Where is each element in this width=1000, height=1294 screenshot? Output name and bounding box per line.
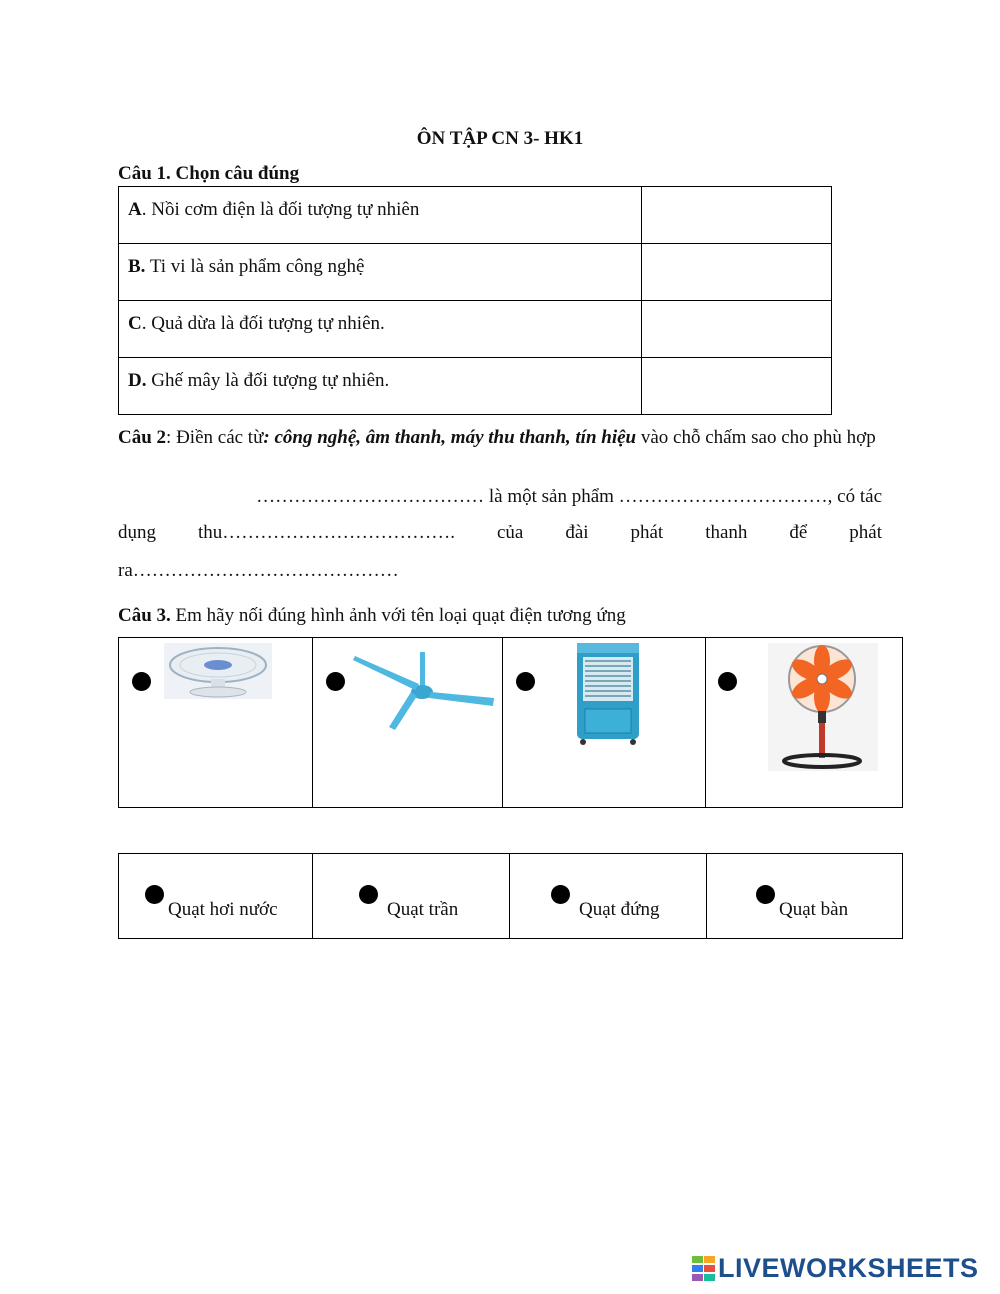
answer-cell[interactable] [642,187,832,244]
question-2-intro: : Điền các từ [166,427,264,448]
question-2-label: Câu 2 [118,427,167,448]
question-3-text: Em hãy nối đúng hình ảnh với tên loại quạt điện tương ứng [170,605,626,626]
word: đài [565,522,589,543]
option-letter: D. [128,370,147,391]
page-title: ÔN TẬP CN 3- HK1 [416,128,584,149]
match-dot[interactable] [756,885,775,904]
option-row [119,187,832,244]
match-dot[interactable] [145,885,164,904]
match-dot[interactable] [132,672,151,691]
option-text: . Quả dừa là đối tượng tự nhiên. [141,313,385,334]
name-cell [510,854,707,938]
match-dot[interactable] [551,885,570,904]
fill-line-3[interactable]: ra…………………………………… [118,560,399,581]
stand-fan-image [768,643,878,771]
word: để [789,522,808,543]
question-2-prompt [118,426,882,450]
fan-name-label: Quạt trần [387,899,459,920]
option-text: Ti vi là sản phẩm công nghệ [145,256,365,277]
fill-line-1[interactable]: ……………………………… là một sản phẩm ……………………………, có tác [256,486,882,507]
fan-name-label: Quạt hơi nước [168,899,278,920]
match-dot[interactable] [718,672,737,691]
question-2-words: : công nghệ, âm thanh, máy thu thanh, tín hiệu [263,427,637,448]
name-cell [119,854,313,938]
fan-name-row [118,853,903,939]
fan-name-label: Quạt bàn [779,899,849,920]
option-letter: B. [128,256,146,277]
fan-cell-cooler [503,638,705,807]
word: phát [849,522,882,543]
word: của [496,522,524,543]
word: phát [630,522,664,543]
air-cooler-image [571,639,646,746]
name-cell [707,854,902,938]
question-1-table [118,186,832,415]
word: thu………………………………. [197,522,455,543]
option-text: . Nồi cơm điện là đối tượng tự nhiên [141,199,420,220]
fan-cell-table [119,638,313,807]
fan-cell-stand [706,638,903,807]
question-2-rest: vào chỗ chấm sao cho phù hợp [636,427,876,448]
option-text: Ghế mây là đối tượng tự nhiên. [146,370,390,391]
word: dụng [118,522,156,543]
question-1-heading: Câu 1. Chọn câu đúng [118,163,300,184]
answer-cell[interactable] [642,358,832,415]
liveworksheets-logo [692,1253,979,1284]
match-dot[interactable] [359,885,378,904]
liveworksheets-icon [692,1256,716,1282]
ceiling-fan-image [353,652,498,734]
table-fan-image [164,643,272,699]
fan-cell-ceiling [313,638,504,807]
option-letter: A [128,199,142,220]
answer-cell[interactable] [642,244,832,301]
name-cell [313,854,510,938]
brand-text: LIVEWORKSHEETS [718,1253,979,1283]
option-letter: C [128,313,142,334]
option-row [119,358,832,415]
option-row [119,244,832,301]
fill-line-2[interactable] [118,522,882,544]
match-dot[interactable] [516,672,535,691]
fan-name-label: Quạt đứng [579,899,660,920]
answer-cell[interactable] [642,301,832,358]
option-row [119,301,832,358]
match-dot[interactable] [326,672,345,691]
fan-image-row [118,637,903,808]
question-3-label: Câu 3. [118,605,171,626]
word: thanh [705,522,748,543]
question-3-prompt [118,605,626,627]
